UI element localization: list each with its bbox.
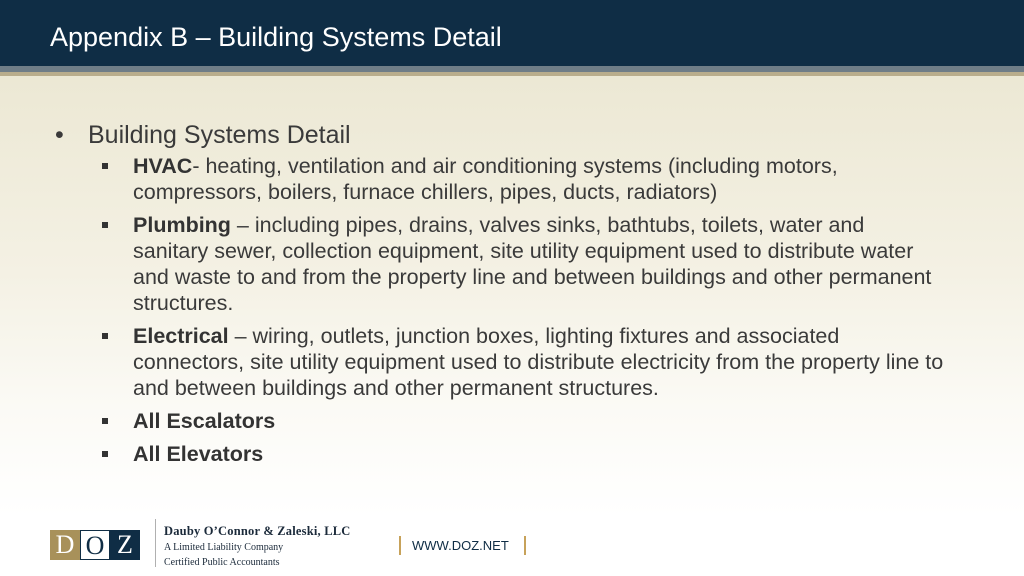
term-electrical: Electrical bbox=[133, 324, 229, 348]
desc-electrical: – wiring, outlets, junction boxes, lighting fixtures and associated connectors, site utility equipment used to distribute electricity from the property line to and between buildings and other permanent structures. bbox=[133, 324, 944, 400]
desc-hvac: - heating, ventilation and air conditioning systems (including motors, compressors, boilers, furnace chillers, pipes, ducts, radiators) bbox=[133, 154, 838, 204]
doz-logo bbox=[50, 530, 140, 560]
website-bar-right bbox=[524, 536, 526, 555]
logo-letter-d: D bbox=[50, 530, 80, 560]
logo-letter-z: Z bbox=[110, 530, 140, 560]
slide-title: Appendix B – Building Systems Detail bbox=[50, 22, 502, 52]
sub-bullet-plumbing bbox=[133, 212, 945, 316]
logo-letter-o: O bbox=[80, 530, 110, 560]
square-bullet-icon bbox=[102, 163, 108, 169]
term-hvac: HVAC bbox=[133, 154, 193, 178]
website-bar-left bbox=[399, 536, 401, 555]
sub-bullet-hvac bbox=[133, 153, 945, 205]
sub-bullet-electrical bbox=[133, 323, 945, 401]
term-escalators: All Escalators bbox=[133, 409, 276, 433]
firm-info bbox=[164, 524, 351, 569]
firm-line-3: Certified Public Accountants bbox=[164, 557, 280, 568]
square-bullet-icon bbox=[102, 451, 108, 457]
sub-bullet-escalators bbox=[133, 408, 945, 434]
square-bullet-icon bbox=[102, 222, 108, 228]
bullet-dot-icon: • bbox=[55, 121, 64, 149]
title-bar bbox=[0, 0, 1024, 66]
footer-divider bbox=[155, 519, 156, 567]
firm-name: Dauby O’Connor & Zaleski, LLC bbox=[164, 524, 351, 538]
term-elevators: All Elevators bbox=[133, 442, 264, 466]
sub-bullet-elevators bbox=[133, 441, 945, 467]
term-plumbing: Plumbing bbox=[133, 213, 231, 237]
main-bullet bbox=[50, 120, 950, 150]
slide-body bbox=[50, 120, 950, 474]
square-bullet-icon bbox=[102, 418, 108, 424]
firm-line-2: A Limited Liability Company bbox=[164, 542, 284, 553]
desc-plumbing: – including pipes, drains, valves sinks, bathtubs, toilets, water and sanitary sewer, collection equipment, site utility equipment used to distribute water and waste to and from the property line and between buildings and other permanent structures. bbox=[133, 213, 932, 315]
square-bullet-icon bbox=[102, 333, 108, 339]
website-link[interactable]: WWW.DOZ.NET bbox=[412, 538, 509, 553]
main-bullet-text: Building Systems Detail bbox=[88, 121, 351, 149]
